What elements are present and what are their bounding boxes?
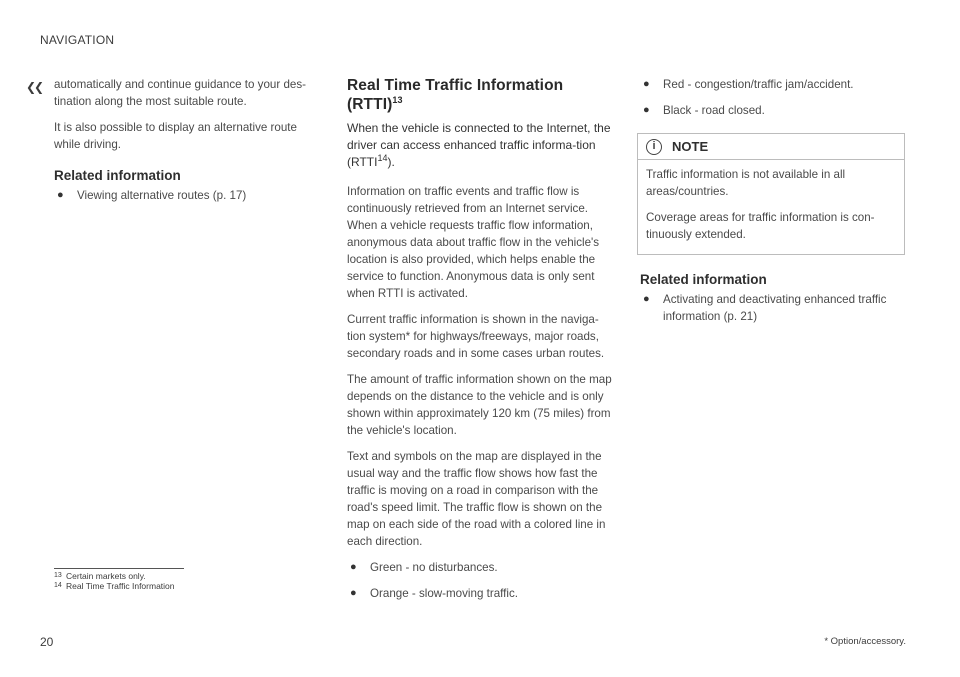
related-link[interactable]: ● Viewing alternative routes (p. 17)	[57, 189, 247, 202]
footnote: 13 Certain markets only.	[54, 571, 146, 581]
paragraph: automatically and continue guidance to your des-tination along the most suitable route.	[54, 78, 306, 108]
column-1	[54, 76, 316, 213]
list-item: ● Green - no disturbances.	[350, 561, 498, 574]
list-item: ● Black - road closed.	[643, 104, 765, 117]
paragraph: Coverage areas for traffic information is con-tinuously extended.	[646, 211, 875, 241]
paragraph: The amount of traffic information shown on the map depends on the distance to the vehicle and is only shown within approximately 120 km (75 miles) from the vehicle's location.	[347, 373, 612, 437]
related-info-heading: Related information	[640, 272, 767, 287]
section-title: Real Time Traffic Information (RTTI)$^{13}$	[347, 77, 564, 113]
related-info-list	[54, 187, 316, 204]
footnote-ref[interactable]: 13	[392, 94, 403, 105]
paragraph: Current traffic information is shown in the naviga-tion system* for highways/freeways, major roads, secondary roads and in some cases urban routes.	[347, 313, 605, 360]
note-box	[637, 133, 905, 255]
info-icon: i	[646, 139, 662, 155]
bullet-icon: ●	[350, 561, 357, 573]
column-2	[347, 76, 615, 611]
paragraph: It is also possible to display an alternative route while driving.	[54, 121, 297, 151]
note-body	[638, 160, 904, 254]
traffic-color-list	[640, 76, 906, 119]
list-item: ● Orange - slow-moving traffic.	[350, 587, 518, 600]
note-header	[638, 134, 904, 160]
column-3	[640, 76, 906, 334]
paragraph: Traffic information is not available in all areas/countries.	[646, 168, 846, 198]
note-title: NOTE	[672, 139, 709, 154]
paragraph: Text and symbols on the map are displayed in the usual way and the traffic flow shows how fast the traffic is moving on a road in comparison with the road's speed limit. The traffic flow is shown on the map on each side of the road with a colored line in each direction.	[347, 450, 606, 548]
bullet-icon: ●	[643, 293, 650, 305]
traffic-color-list	[347, 559, 615, 602]
related-info-list	[640, 291, 906, 325]
bullet-icon: ●	[643, 104, 650, 116]
page-number: 20	[40, 635, 54, 649]
bullet-icon: ●	[643, 78, 650, 90]
lead-paragraph: When the vehicle is connected to the Internet, the driver can access enhanced traffic informa-tion (RTTI$^{14}$).	[347, 121, 611, 169]
related-info-heading: Related information	[54, 168, 181, 183]
continued-marker-icon: ❮❮	[26, 80, 43, 94]
section-header: NAVIGATION	[40, 33, 115, 47]
list-item: ● Red - congestion/traffic jam/accident.	[643, 78, 854, 91]
paragraph: Information on traffic events and traffic flow is continuously retrieved from an Internet service. When a vehicle requests traffic flow information, anonymous data about traffic flow in the vehicle's location is also provided, which helps enable the service to function. Anonymous data is only sent when RTTI is activated.	[347, 185, 600, 300]
footnote-ref[interactable]: 14	[377, 153, 388, 163]
footnotes	[54, 568, 184, 591]
related-link[interactable]: ● Activating and deactivating enhanced traffic information (p. 21)	[643, 293, 887, 323]
bullet-icon: ●	[350, 587, 357, 599]
bullet-icon: ●	[57, 189, 64, 201]
option-accessory-note: * Option/accessory.	[824, 636, 906, 647]
footnote: 14 Real Time Traffic Information	[54, 581, 175, 591]
